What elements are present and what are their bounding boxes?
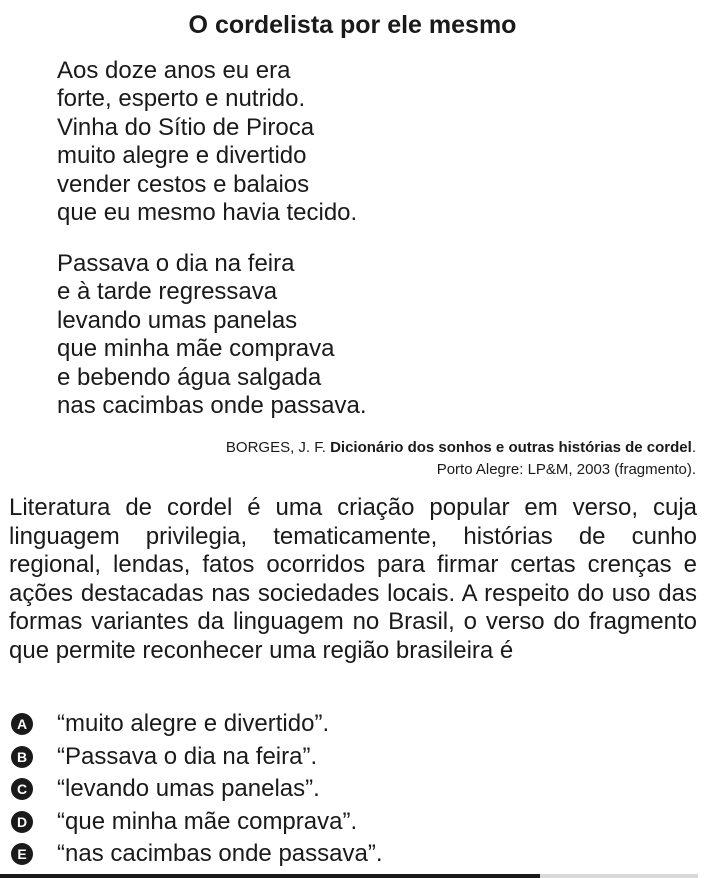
- poem-line: Aos doze anos eu era: [57, 57, 291, 84]
- poem-line: que minha mãe comprava: [57, 335, 335, 363]
- poem-line: forte, esperto e nutrido.: [57, 85, 306, 113]
- bottom-rule-light: [540, 874, 698, 878]
- option-a-letter-badge: A: [11, 713, 33, 735]
- option-c[interactable]: [11, 773, 383, 806]
- poem-line: levando umas panelas: [57, 306, 298, 334]
- answer-options: [11, 708, 383, 871]
- poem-line: Passava o dia na feira: [57, 250, 295, 277]
- option-e-letter-badge: E: [11, 843, 33, 865]
- option-e-text: “nas cacimbas onde passava”.: [57, 840, 383, 868]
- option-b-text: “Passava o dia na feira”.: [57, 742, 318, 770]
- poem-line: vender cestos e balaios: [57, 170, 310, 198]
- option-a-text: “muito alegre e divertido”.: [57, 710, 330, 738]
- poem-line: e bebendo água salgada: [57, 363, 322, 391]
- poem-stanza-2: [57, 250, 367, 420]
- poem-line: muito alegre e divertido: [57, 142, 307, 170]
- citation-book-title: Dicionário dos sonhos e outras histórias de cordel: [330, 439, 692, 456]
- poem-line: que eu mesmo havia tecido.: [57, 199, 358, 227]
- option-b-letter-badge: B: [11, 746, 33, 768]
- question-text: Literatura de cordel é uma criação popular em verso, cuja linguagem privilegia, tematicamente, histórias de cunho regional, lendas, fatos ocorridos para firmar certas crenças e ações destacadas nas sociedades locais. A respeito do uso das formas variantes da linguagem no Brasil, o verso do fragmento que permite reconhecer uma região brasileira é: [9, 494, 697, 664]
- citation-period: .: [691, 439, 696, 456]
- poem-title: O cordelista por ele mesmo: [188, 11, 517, 39]
- citation-line-1: [226, 437, 696, 459]
- source-citation: [226, 437, 696, 481]
- option-c-letter-badge: C: [11, 778, 33, 800]
- poem-line: e à tarde regressava: [57, 278, 278, 306]
- poem-stanza-1: [57, 57, 357, 227]
- citation-publisher: Porto Alegre: LP&M, 2003 (fragmento).: [436, 461, 696, 478]
- option-a[interactable]: [11, 708, 383, 741]
- option-d-letter-badge: D: [11, 811, 33, 833]
- option-b[interactable]: [11, 741, 383, 774]
- poem-line: nas cacimbas onde passava.: [57, 392, 367, 420]
- option-c-text: “levando umas panelas”.: [57, 775, 320, 803]
- option-e[interactable]: [11, 838, 383, 871]
- poem-line: Vinha do Sítio de Piroca: [57, 113, 315, 141]
- bottom-rule: [0, 874, 540, 878]
- citation-author: BORGES, J. F.: [225, 439, 331, 456]
- option-d-text: “que minha mãe comprava”.: [57, 807, 358, 835]
- option-d[interactable]: [11, 806, 383, 839]
